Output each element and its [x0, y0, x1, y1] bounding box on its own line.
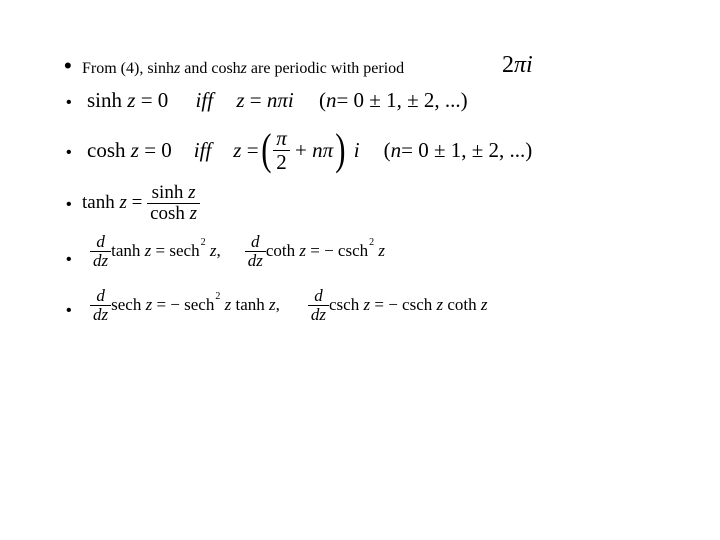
period-i: i: [526, 52, 533, 78]
n-condition: = 0 ± 1, ± 2, ...): [401, 137, 533, 162]
var-z: z: [189, 202, 198, 224]
rhs-func: = − csch: [374, 295, 433, 314]
comma: ,: [216, 241, 221, 260]
plus-sign: +: [295, 137, 307, 162]
exponent: 2: [215, 290, 221, 302]
var-n: n: [390, 137, 402, 162]
var-z: z: [240, 60, 247, 77]
var-z: z: [119, 192, 127, 213]
right-paren: ): [335, 125, 346, 174]
paren: (: [318, 88, 326, 112]
var-n: n: [325, 88, 337, 112]
iff-word: iff: [193, 137, 212, 162]
var-z: z: [188, 181, 196, 203]
rhs-func: = − csch: [310, 241, 369, 260]
n-condition: = 0 ± 1, ± 2, ...): [336, 88, 468, 112]
sinh-zero-equation: [87, 88, 468, 113]
exponent: 2: [369, 236, 375, 248]
rhs-func: = sech: [155, 241, 200, 260]
rhs-func: = − sech: [156, 295, 215, 314]
bullet: •: [66, 302, 72, 319]
d-symbol: d: [314, 285, 323, 305]
frac-den: 2: [273, 150, 290, 173]
bullet: •: [66, 94, 72, 111]
var-z: z: [130, 137, 139, 162]
bullet: •: [66, 196, 72, 213]
equals-zero: = 0: [140, 88, 169, 112]
var-i: i: [287, 88, 294, 112]
iff-word: iff: [195, 88, 214, 112]
func-name: coth: [447, 295, 477, 314]
dz-symbol: dz: [90, 251, 111, 270]
d-symbol: d: [96, 231, 105, 251]
equals-sign: =: [246, 137, 259, 162]
fraction-pi-over-2: [273, 127, 290, 172]
intro-text: are periodic with period: [246, 60, 405, 77]
dz-symbol: dz: [308, 305, 329, 324]
dz-symbol: dz: [90, 305, 111, 324]
frac-den: [147, 203, 200, 224]
equals-zero: = 0: [144, 137, 172, 162]
derivative-operator: [245, 233, 266, 270]
frac-num: [149, 183, 199, 203]
equals-sign: =: [131, 192, 143, 213]
var-z: z: [144, 241, 152, 260]
var-z: z: [145, 295, 153, 314]
derivative-sech-csch: [90, 280, 488, 330]
var-z: z: [269, 295, 276, 314]
intro-sentence: [82, 60, 404, 78]
var-z: z: [174, 60, 181, 77]
d-symbol: d: [251, 231, 260, 251]
var-z: z: [299, 241, 306, 260]
intro-text: From (4), sinh: [82, 60, 174, 77]
frac-num: π: [276, 126, 287, 151]
var-z: z: [224, 295, 232, 314]
func-name: tanh: [111, 241, 141, 260]
var-i: i: [353, 137, 360, 162]
fraction-sinh-over-cosh: [147, 183, 200, 224]
derivative-operator: [90, 287, 111, 324]
exponent: 2: [200, 236, 206, 248]
equals-sign: =: [249, 88, 262, 112]
comma: ,: [275, 295, 280, 314]
d-symbol: d: [96, 285, 105, 305]
paren: (: [383, 137, 391, 162]
var-z: z: [378, 241, 385, 260]
bullet: •: [66, 144, 72, 161]
cosh-zero-equation: [87, 120, 532, 180]
var-z: z: [127, 88, 136, 112]
var-z: z: [236, 88, 245, 112]
func-name: sinh: [87, 88, 123, 112]
var-z: z: [436, 295, 444, 314]
var-z: z: [363, 295, 371, 314]
var-z: z: [233, 137, 242, 162]
bullet: •: [64, 53, 72, 78]
left-paren: (: [260, 125, 272, 174]
bullet: •: [66, 251, 72, 268]
func-name: cosh: [87, 137, 126, 162]
var-n: n: [266, 88, 278, 112]
derivative-operator: [308, 287, 329, 324]
period-pi: π: [514, 52, 527, 78]
var-pi: π: [277, 88, 288, 112]
var-pi: π: [322, 137, 334, 162]
dz-symbol: dz: [245, 251, 266, 270]
func-name: coth: [265, 241, 296, 260]
period-coef: 2: [502, 52, 514, 78]
derivative-operator: [90, 233, 111, 270]
intro-text: and cosh: [180, 60, 241, 77]
var-z: z: [209, 241, 217, 260]
tanh-definition: [82, 176, 200, 230]
derivative-tanh-coth: [90, 226, 385, 276]
var-n: n: [312, 137, 323, 162]
func-name: tanh: [82, 192, 115, 213]
func-name: sinh: [151, 181, 184, 203]
func-name: sech: [111, 295, 142, 314]
var-z: z: [480, 295, 488, 314]
period-expression: [502, 52, 533, 79]
func-name: csch: [329, 295, 360, 314]
func-name: cosh: [150, 202, 185, 224]
func-name: tanh: [235, 295, 265, 314]
